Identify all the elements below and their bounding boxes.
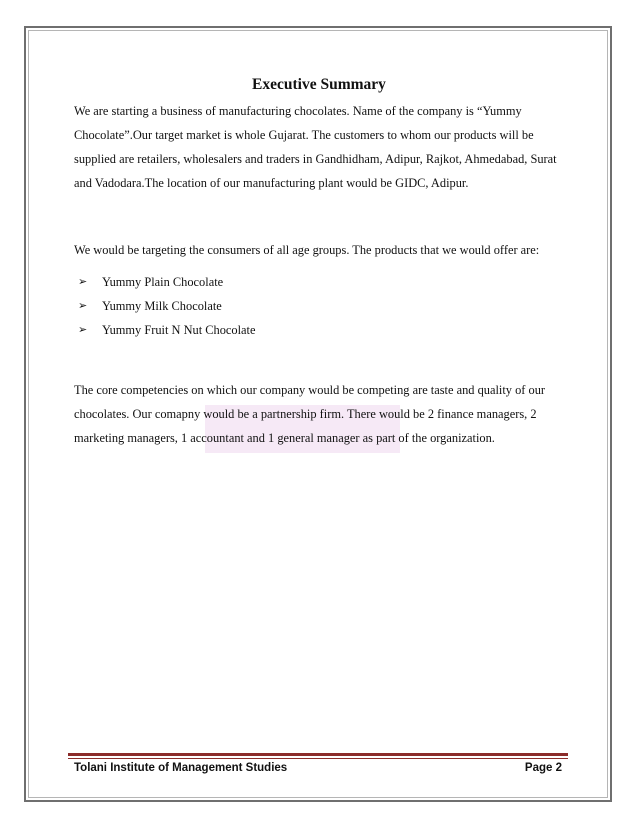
page-title: Executive Summary <box>252 76 386 93</box>
list-item <box>78 294 256 318</box>
arrow-bullet-icon: ➢ <box>78 300 88 312</box>
arrow-bullet-icon: ➢ <box>78 276 88 288</box>
product-label: Yummy Plain Chocolate <box>102 275 224 289</box>
intro-paragraph: We are starting a business of manufacturing chocolates. Name of the company is “Yummy Chocolate”.Our target market is whole Gujarat. The customers to whom our products will be supplied are retailers, wholesalers and traders in Gandhidham, Adipur, Rajkot, Ahmedabad, Surat and Vadodara.The location of our manufacturing plant would be GIDC, Adipur. <box>74 104 557 190</box>
footer-institute: Tolani Institute of Management Studies <box>74 762 288 774</box>
target-paragraph: We would be targeting the consumers of all age groups. The products that we would offer are: <box>74 243 540 257</box>
product-list <box>78 270 256 342</box>
competency-paragraph: The core competencies on which our company would be competing are taste and quality of our chocolates. Our comapny would be a partnership firm. There would be 2 finance managers, 2 marketing managers, 1 accountant and 1 general manager as part of the organization. <box>74 383 546 445</box>
list-item <box>78 318 256 342</box>
product-label: Yummy Milk Chocolate <box>102 299 222 313</box>
footer-divider <box>68 753 568 756</box>
footer-page-number: Page 2 <box>524 762 562 774</box>
product-label: Yummy Fruit N Nut Chocolate <box>102 323 256 337</box>
arrow-bullet-icon: ➢ <box>78 324 88 336</box>
list-item <box>78 270 256 294</box>
footer-divider-thin <box>68 758 568 759</box>
